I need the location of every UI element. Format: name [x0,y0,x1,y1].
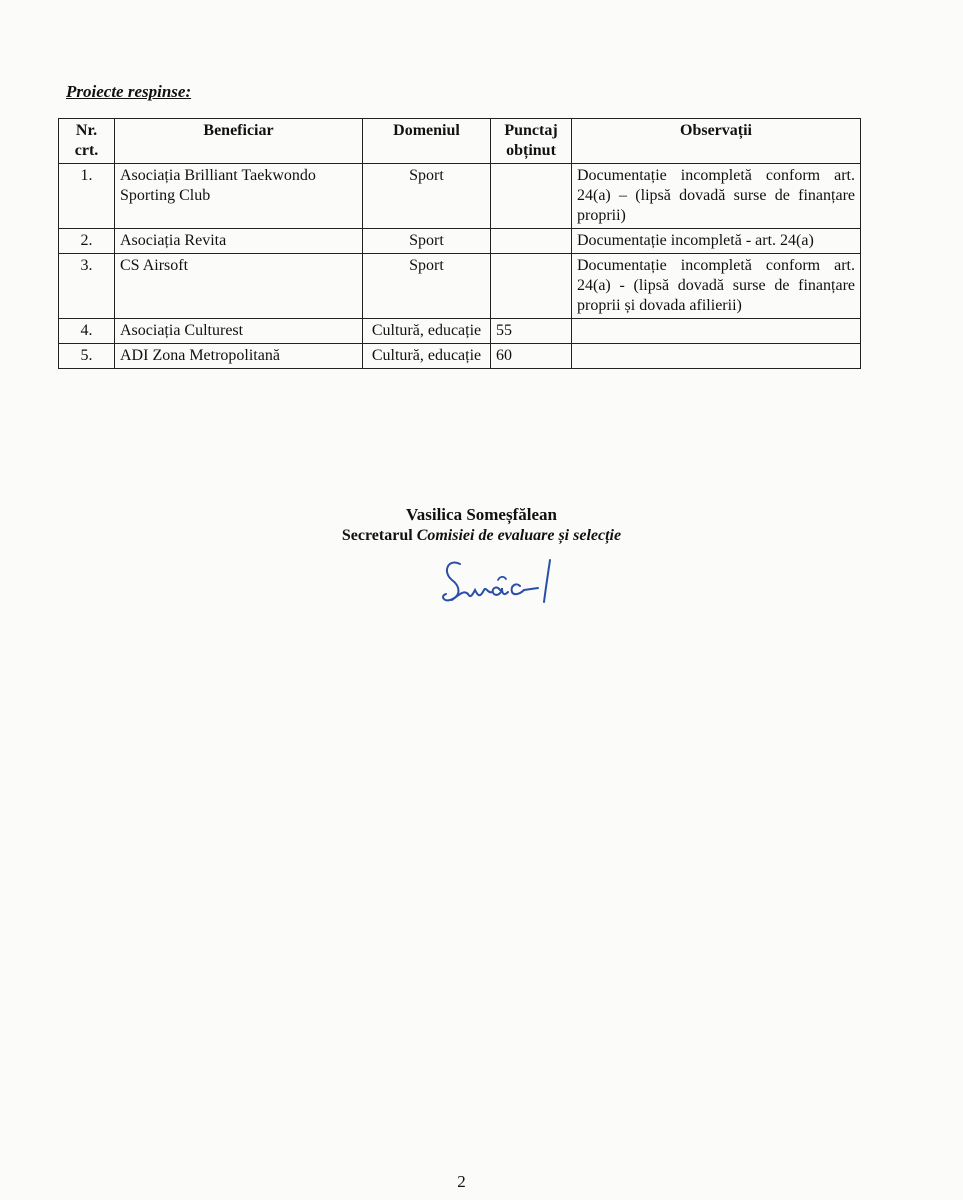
header-punctaj: Punctaj obținut [491,119,572,164]
row-nr: 2. [59,229,115,254]
row-observatii [572,319,861,344]
row-beneficiar: Asociația Brilliant Taekwondo Sporting Club [115,164,363,229]
row-punctaj [491,229,572,254]
handwritten-signature [438,550,568,610]
table-header-row [59,119,861,164]
row-nr: 5. [59,344,115,369]
signatory-role-committee: Comisiei de evaluare și selecție [416,527,622,544]
row-observatii: Documentație incompletă - art. 24(a) [572,229,861,254]
row-observatii [572,344,861,369]
signatory-role [0,527,963,545]
header-beneficiar: Beneficiar [115,119,363,164]
row-nr: 1. [59,164,115,229]
row-beneficiar: ADI Zona Metropolitană [115,344,363,369]
header-observatii: Observații [572,119,861,164]
row-beneficiar: Asociația Culturest [115,319,363,344]
row-domeniul: Sport [363,229,491,254]
row-observatii: Documentație incompletă conform art. 24(a) – (lipsă dovadă surse de finanțare proprii) [572,164,861,229]
row-punctaj [491,254,572,319]
table-row [59,319,861,344]
row-observatii: Documentație incompletă conform art. 24(a) - (lipsă dovadă surse de finanțare proprii și dovada afilierii) [572,254,861,319]
row-domeniul: Cultură, educație [363,319,491,344]
row-punctaj: 60 [491,344,572,369]
row-nr: 4. [59,319,115,344]
row-punctaj [491,164,572,229]
rejected-projects-table [58,118,861,369]
header-nr: Nr. crt. [59,119,115,164]
row-domeniul: Sport [363,164,491,229]
row-nr: 3. [59,254,115,319]
signatory-name: Vasilica Someșfălean [406,505,557,524]
row-punctaj: 55 [491,319,572,344]
row-beneficiar: CS Airsoft [115,254,363,319]
table-row [59,254,861,319]
header-domeniul: Domeniul [363,119,491,164]
table-row [59,164,861,229]
page-number: 2 [457,1172,466,1191]
row-domeniul: Cultură, educație [363,344,491,369]
signatory-role-prefix: Secretarul [341,527,413,544]
table-row [59,344,861,369]
row-beneficiar: Asociația Revita [115,229,363,254]
table-row [59,229,861,254]
section-heading: Proiecte respinse: [66,82,192,101]
row-domeniul: Sport [363,254,491,319]
